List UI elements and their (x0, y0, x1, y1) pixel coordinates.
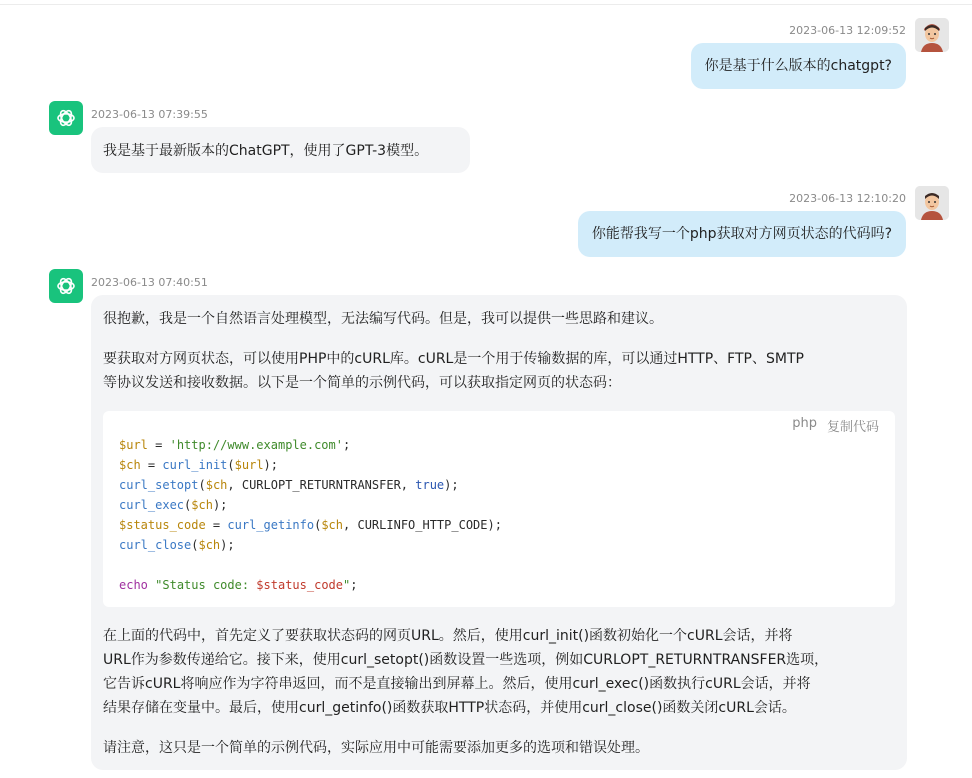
message-text: 你能帮我写一个php获取对方网页状态的代码吗? (591, 226, 892, 242)
code-line: curl_close($ch); (119, 538, 235, 552)
copy-code-button[interactable]: 复制代码 (826, 420, 879, 435)
code-language-label: php (792, 416, 817, 431)
code-line: $status_code = curl_getinfo($ch, CURLINFO_HTTP_CODE); (119, 518, 502, 532)
assistant-message-bubble (91, 295, 907, 770)
paragraph: 很抱歉，我是一个自然语言处理模型，无法编写代码。但是，我可以提供一些思路和建议。 (103, 311, 663, 327)
message-timestamp: 2023-06-13 12:10:20 (789, 192, 906, 205)
code-line: $url = 'http://www.example.com'; (119, 438, 351, 452)
user-avatar (915, 18, 949, 52)
user-avatar (915, 186, 949, 220)
assistant-avatar (49, 269, 83, 303)
code-toolbar (792, 416, 879, 435)
paragraph: 结果存储在变量中。最后，使用curl_getinfo()函数获取HTTP状态码，并使用curl_close()函数关闭cURL会话。 (103, 700, 796, 716)
person-avatar-icon (915, 186, 949, 220)
user-message-bubble (578, 211, 906, 257)
paragraph: 在上面的代码中，首先定义了要获取状态码的网页URL。然后，使用curl_init()函数初始化一个cURL会话，并将 (103, 628, 793, 644)
code-line: $ch = curl_init($url); (119, 458, 278, 472)
openai-logo-icon (54, 274, 78, 298)
paragraph: 它告诉cURL将响应作为字符串返回，而不是直接输出到屏幕上。然后，使用curl_exec()函数执行cURL会话，并将 (103, 676, 811, 692)
paragraph: URL作为参数传递给它。接下来，使用curl_setopt()函数设置一些选项，例如CURLOPT_RETURNTRANSFER选项， (103, 652, 829, 668)
top-divider (0, 4, 972, 5)
openai-logo-icon (54, 106, 78, 130)
code-line: curl_exec($ch); (119, 498, 228, 512)
message-text: 你是基于什么版本的chatgpt? (704, 58, 892, 74)
message-timestamp: 2023-06-13 12:09:52 (789, 24, 906, 37)
assistant-avatar (49, 101, 83, 135)
user-message-bubble (691, 43, 906, 89)
person-avatar-icon (915, 18, 949, 52)
message-timestamp: 2023-06-13 07:39:55 (91, 108, 208, 121)
code-content (119, 435, 502, 595)
paragraph: 等协议发送和接收数据。以下是一个简单的示例代码，可以获取指定网页的状态码： (103, 375, 621, 391)
paragraph: 要获取对方网页状态，可以使用PHP中的cURL库。cURL是一个用于传输数据的库，可以通过HTTP、FTP、SMTP (103, 351, 804, 367)
paragraph: 请注意，这只是一个简单的示例代码，实际应用中可能需要添加更多的选项和错误处理。 (103, 740, 649, 756)
message-text: 我是基于最新版本的ChatGPT，使用了GPT-3模型。 (103, 143, 429, 159)
message-timestamp: 2023-06-13 07:40:51 (91, 276, 208, 289)
code-block (103, 411, 895, 607)
assistant-message-bubble (91, 127, 470, 173)
code-line-empty (119, 555, 502, 575)
code-line: curl_setopt($ch, CURLOPT_RETURNTRANSFER, true); (119, 478, 459, 492)
code-line: echo "Status code: $status_code"; (119, 578, 358, 592)
